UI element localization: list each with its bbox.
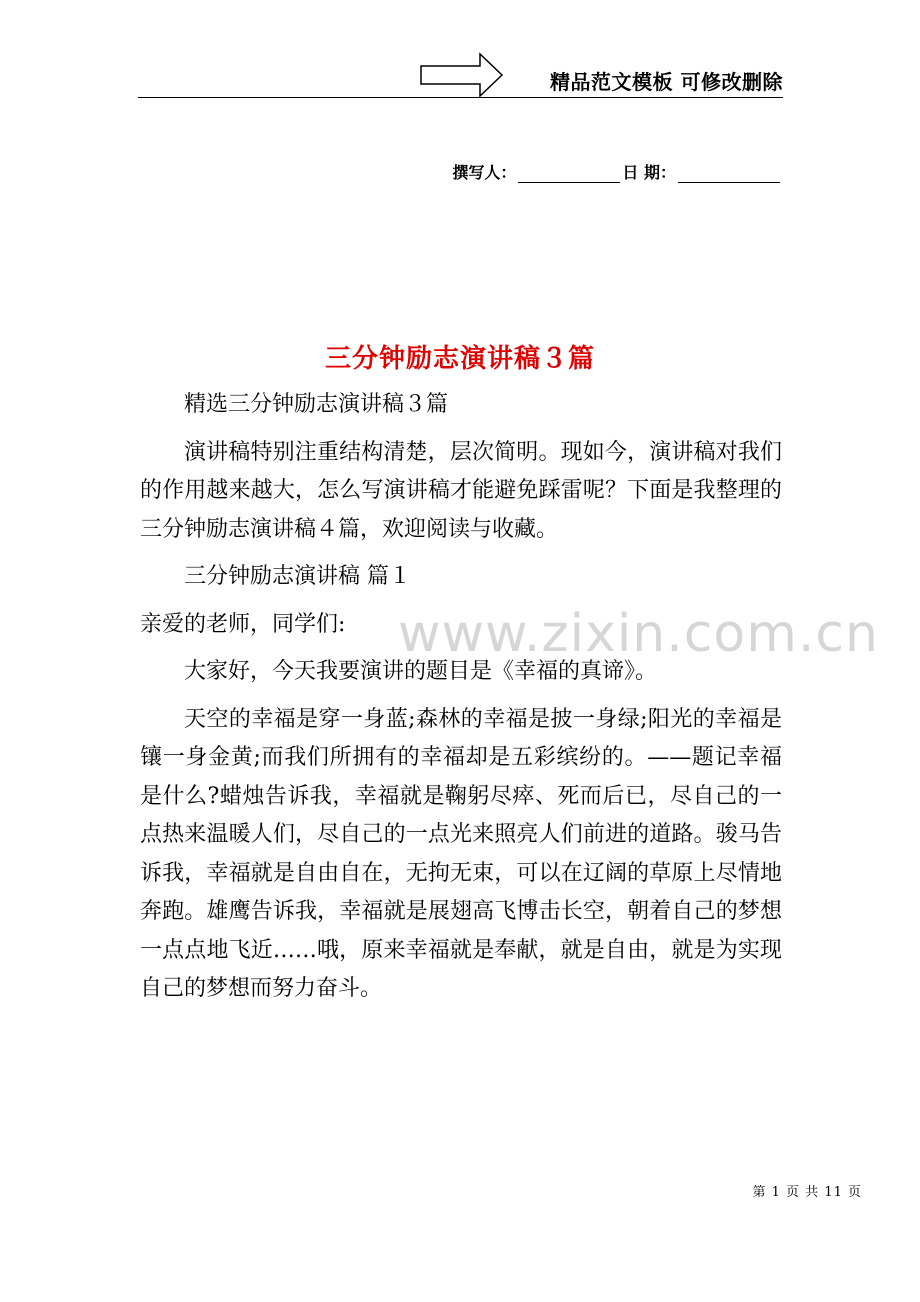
- document-title: 三分钟励志演讲稿３篇: [324, 344, 595, 374]
- paragraph-section-heading: 三分钟励志演讲稿 篇１: [184, 564, 411, 589]
- page-footer: 第 1 页 共 11 页: [752, 1185, 862, 1200]
- date-blank-field: [678, 162, 780, 183]
- author-blank-field: [518, 162, 620, 183]
- paragraph-body: 天空的幸福是穿一身蓝;森林的幸福是披一身绿;阳光的幸福是镶一身金黄;而我们所拥有的幸福却是五彩缤纷的。——题记幸福是什么?蜡烛告诉我，幸福就是鞠躬尽瘁、死而后已，尽自己的一点热来温暖人们，尽自己的一点光来照亮人们前进的道路。骏马告诉我，幸福就是自由自在，无拘无束，可以在辽阔的草原上尽情地奔跑。雄鹰告诉我，幸福就是展翅高飞博击长空，朝着自己的梦想一点点地飞近……哦，原来幸福就是奉献，就是自由，就是为实现自己的梦想而努力奋斗。: [140, 706, 782, 1001]
- header-divider: [138, 97, 783, 98]
- date-label: 日 期：: [622, 163, 676, 182]
- paragraph-salutation: 亲爱的老师，同学们:: [140, 611, 346, 637]
- paragraph-intro: 演讲稿特别注重结构清楚，层次简明。现如今，演讲稿对我们的作用越来越大，怎么写演讲稿才能避免踩雷呢？下面是我整理的三分钟励志演讲稿４篇，欢迎阅读与收藏。: [140, 439, 782, 542]
- author-label: 撰写人：: [452, 163, 517, 182]
- page-header: [138, 50, 783, 98]
- arrow-right-icon: [420, 52, 504, 98]
- author-date-line: [452, 160, 782, 183]
- watermark: www.zixin.com.cn: [398, 604, 879, 664]
- document-body: [140, 386, 782, 1018]
- header-label: 精品范文模板 可修改删除: [550, 70, 783, 94]
- paragraph-subtitle: 精选三分钟励志演讲稿３篇: [184, 392, 449, 417]
- paragraph-greeting: 大家好，今天我要演讲的题目是《幸福的真谛》。: [184, 659, 658, 684]
